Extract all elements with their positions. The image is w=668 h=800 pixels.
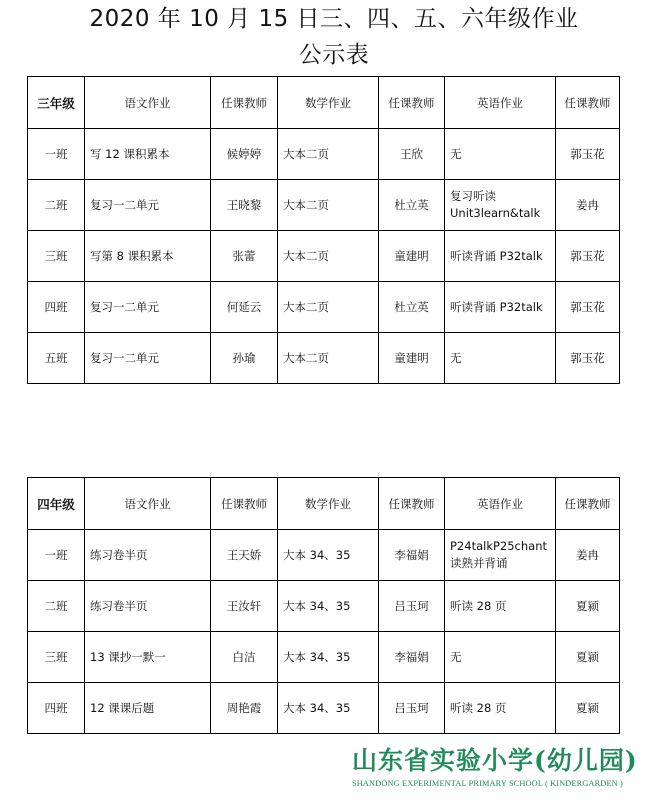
- class-cell: 三班: [28, 632, 85, 683]
- math-teacher-cell: 杜立英: [379, 282, 445, 333]
- math-teacher-cell: 吕玉珂: [379, 581, 445, 632]
- english-teacher-cell: 郭玉花: [556, 282, 620, 333]
- math-teacher-header: 任课教师: [379, 478, 445, 530]
- chinese-cell: 13 课抄一默一: [85, 632, 211, 683]
- english-teacher-header: 任课教师: [556, 478, 620, 530]
- chinese-cell: 练习卷半页: [85, 581, 211, 632]
- table-row: [28, 530, 620, 581]
- chinese-teacher-cell: 孙瑜: [211, 333, 278, 384]
- chinese-teacher-cell: 王天娇: [211, 530, 278, 581]
- class-cell: 五班: [28, 333, 85, 384]
- english-teacher-header: 任课教师: [556, 77, 620, 129]
- chinese-cell: 写 12 课积累本: [85, 129, 211, 180]
- school-name-english: SHANDONG EXPERIMENTAL PRIMARY SCHOOL ( KINDERGARDEN ): [352, 779, 623, 788]
- class-cell: 一班: [28, 530, 85, 581]
- chinese-teacher-cell: 王晓黎: [211, 180, 278, 231]
- chinese-teacher-cell: 周艳霞: [211, 683, 278, 734]
- school-logo: [352, 746, 662, 796]
- table-row: [28, 333, 620, 384]
- table-row: [28, 231, 620, 282]
- class-cell: 一班: [28, 129, 85, 180]
- math-cell: 大本 34、35: [278, 530, 379, 581]
- table-row: [28, 632, 620, 683]
- math-cell: 大本 34、35: [278, 581, 379, 632]
- math-cell: 大本二页: [278, 180, 379, 231]
- chinese-header: 语文作业: [85, 77, 211, 129]
- table-row: [28, 581, 620, 632]
- grade4-homework-table: [27, 477, 620, 734]
- table-row: [28, 683, 620, 734]
- table-row: [28, 180, 620, 231]
- english-header: 英语作业: [445, 478, 556, 530]
- chinese-teacher-cell: 张蕾: [211, 231, 278, 282]
- english-teacher-cell: 姜冉: [556, 180, 620, 231]
- math-header: 数学作业: [278, 77, 379, 129]
- chinese-teacher-cell: 白洁: [211, 632, 278, 683]
- table-row: [28, 129, 620, 180]
- english-cell: 听读 28 页: [445, 581, 556, 632]
- math-cell: 大本二页: [278, 129, 379, 180]
- english-teacher-cell: 姜冉: [556, 530, 620, 581]
- math-cell: 大本 34、35: [278, 632, 379, 683]
- english-teacher-cell: 夏颍: [556, 632, 620, 683]
- page-subtitle: 公示表: [298, 42, 370, 68]
- math-teacher-header: 任课教师: [379, 77, 445, 129]
- english-teacher-cell: 郭玉花: [556, 231, 620, 282]
- chinese-cell: 12 课课后题: [85, 683, 211, 734]
- english-teacher-cell: 夏颍: [556, 683, 620, 734]
- table-header-row: [28, 77, 620, 129]
- chinese-teacher-header: 任课教师: [211, 77, 278, 129]
- class-cell: 二班: [28, 581, 85, 632]
- english-cell: P24talkP25chant 读熟并背诵: [445, 530, 556, 581]
- chinese-cell: 复习一二单元: [85, 333, 211, 384]
- english-teacher-cell: 夏颍: [556, 581, 620, 632]
- math-cell: 大本二页: [278, 282, 379, 333]
- chinese-cell: 复习一二单元: [85, 282, 211, 333]
- grade3-homework-table: [27, 76, 620, 384]
- math-teacher-cell: 杜立英: [379, 180, 445, 231]
- chinese-header: 语文作业: [85, 478, 211, 530]
- math-teacher-cell: 童建明: [379, 333, 445, 384]
- school-name-chinese: 山东省实验小学(幼儿园): [352, 746, 638, 775]
- math-cell: 大本二页: [278, 231, 379, 282]
- chinese-cell: 复习一二单元: [85, 180, 211, 231]
- class-cell: 四班: [28, 683, 85, 734]
- english-cell: 听读背诵 P32talk: [445, 282, 556, 333]
- english-header: 英语作业: [445, 77, 556, 129]
- english-cell: 听读 28 页: [445, 683, 556, 734]
- page-title: 2020 年 10 月 15 日三、四、五、六年级作业: [89, 6, 579, 32]
- chinese-cell: 练习卷半页: [85, 530, 211, 581]
- math-teacher-cell: 吕玉珂: [379, 683, 445, 734]
- english-cell: 无: [445, 333, 556, 384]
- math-teacher-cell: 童建明: [379, 231, 445, 282]
- math-cell: 大本二页: [278, 333, 379, 384]
- english-teacher-cell: 郭玉花: [556, 333, 620, 384]
- table-row: [28, 282, 620, 333]
- class-cell: 二班: [28, 180, 85, 231]
- grade-header: 三年级: [28, 77, 85, 129]
- chinese-cell: 写第 8 课积累本: [85, 231, 211, 282]
- math-teacher-cell: 李福娟: [379, 632, 445, 683]
- english-cell: 听读背诵 P32talk: [445, 231, 556, 282]
- english-teacher-cell: 郭玉花: [556, 129, 620, 180]
- math-teacher-cell: 李福娟: [379, 530, 445, 581]
- class-cell: 四班: [28, 282, 85, 333]
- grade-header: 四年级: [28, 478, 85, 530]
- chinese-teacher-cell: 王汝轩: [211, 581, 278, 632]
- math-cell: 大本 34、35: [278, 683, 379, 734]
- math-teacher-cell: 王欣: [379, 129, 445, 180]
- table-header-row: [28, 478, 620, 530]
- english-cell: 复习听读 Unit3learn&talk: [445, 180, 556, 231]
- math-header: 数学作业: [278, 478, 379, 530]
- english-cell: 无: [445, 632, 556, 683]
- english-cell: 无: [445, 129, 556, 180]
- chinese-teacher-header: 任课教师: [211, 478, 278, 530]
- class-cell: 三班: [28, 231, 85, 282]
- chinese-teacher-cell: 何延云: [211, 282, 278, 333]
- chinese-teacher-cell: 候婷婷: [211, 129, 278, 180]
